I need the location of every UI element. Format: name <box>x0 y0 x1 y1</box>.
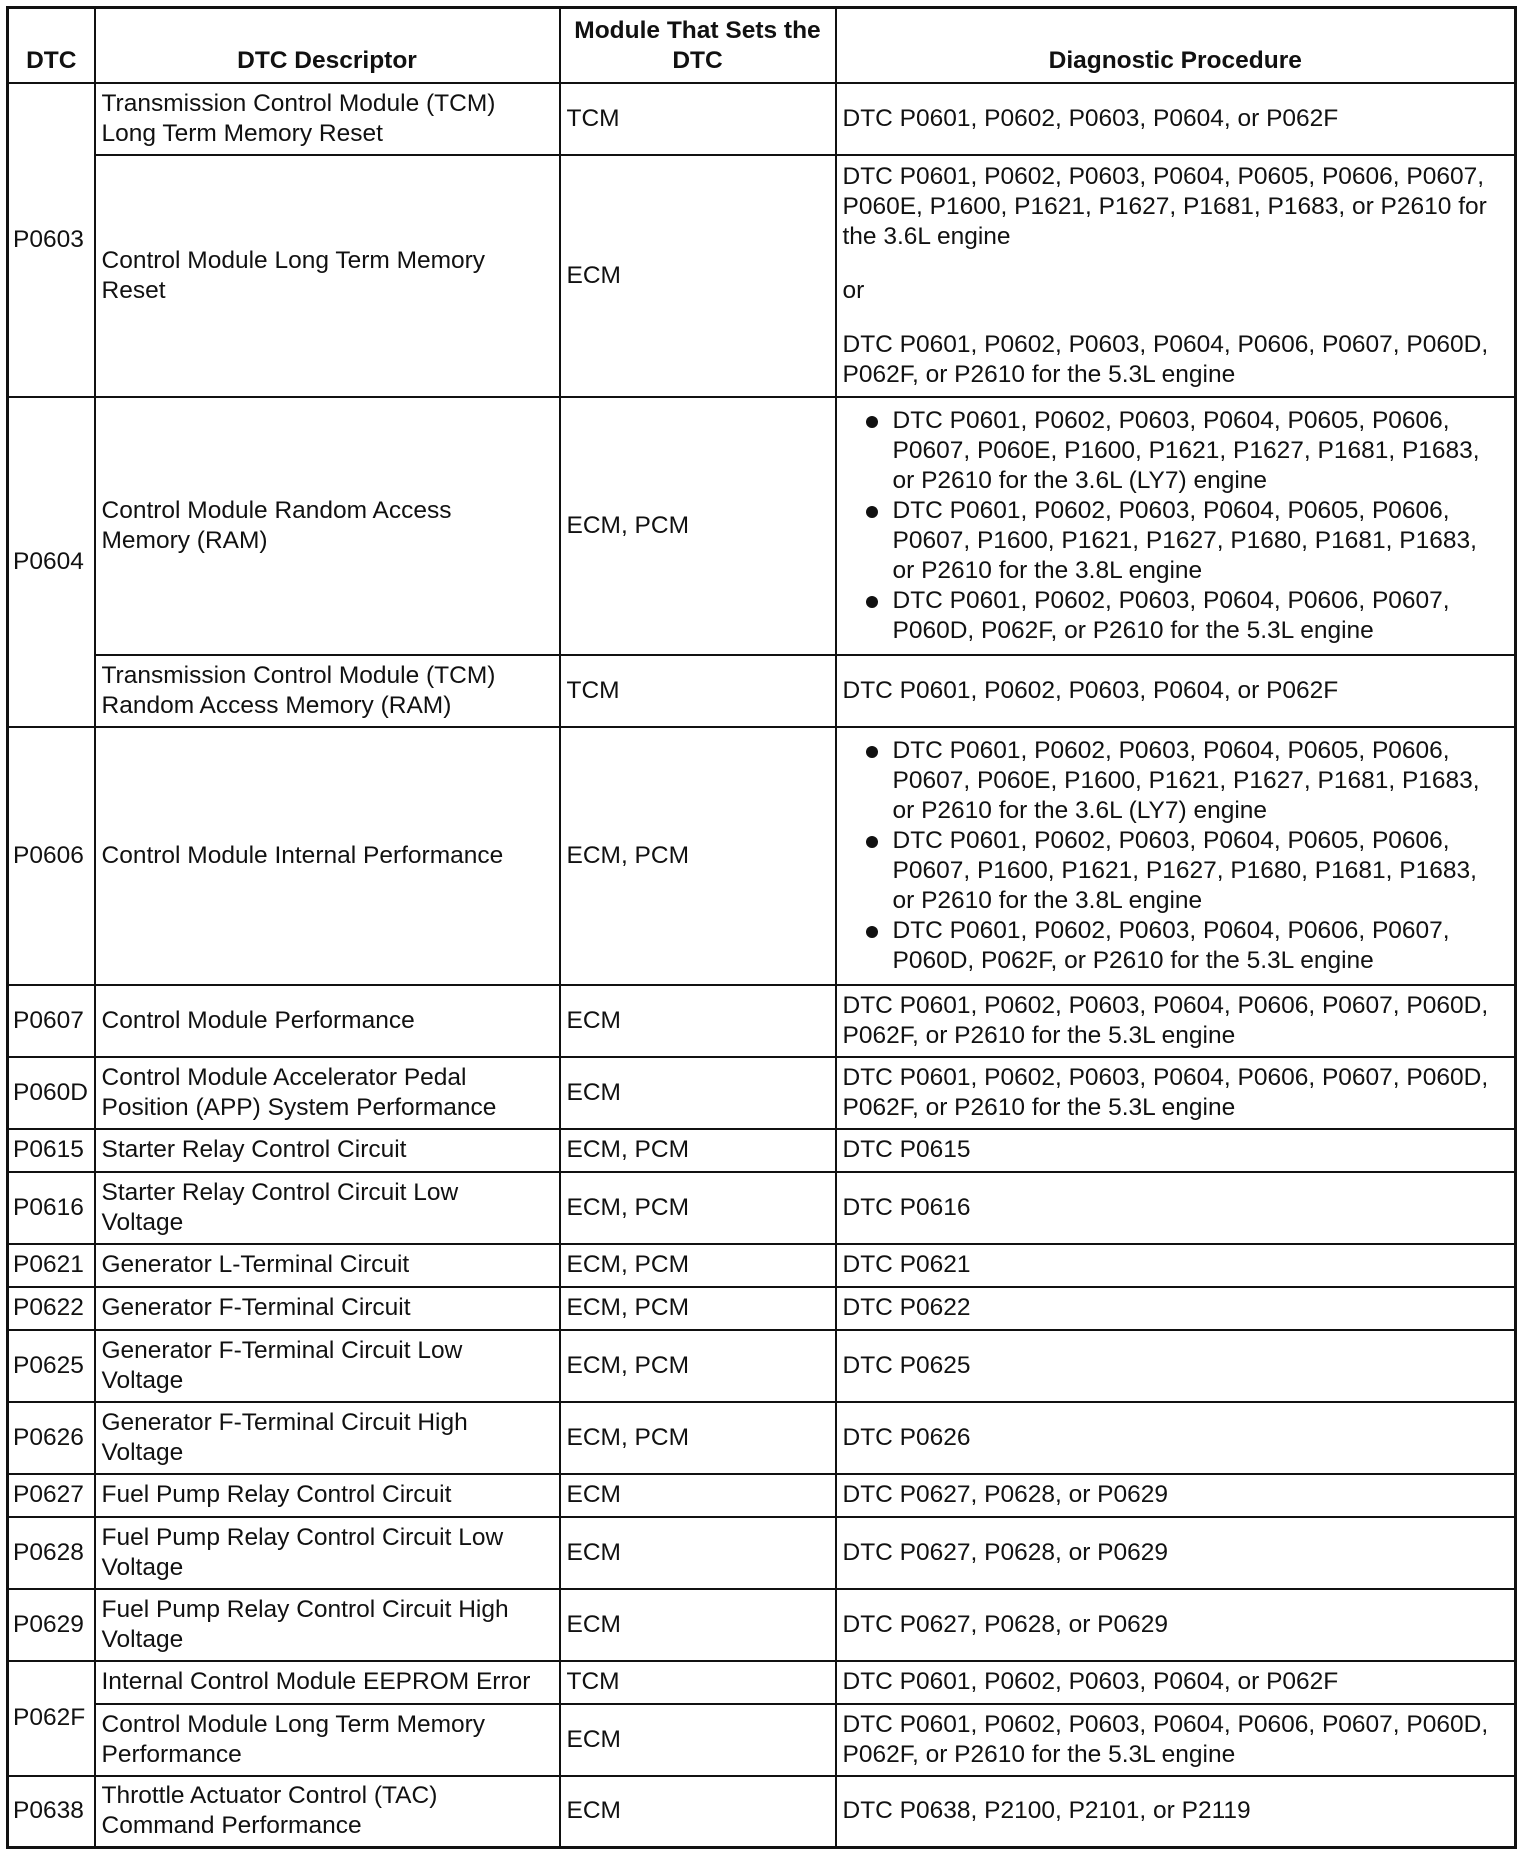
descriptor-line: Control Module Accelerator Pedal <box>101 1063 467 1091</box>
descriptor-line: Generator L-Terminal Circuit <box>101 1251 410 1278</box>
descriptor-line: Position (APP) System Performance <box>101 1093 497 1121</box>
descriptor-line: Voltage <box>101 1438 184 1466</box>
header-descriptor: DTC Descriptor <box>95 8 560 83</box>
descriptor-line: Command Performance <box>101 1812 362 1840</box>
procedure-line: or P2610 for the 3.8L engine <box>892 556 1203 584</box>
dtc-code-cell: P0615 <box>8 1129 95 1172</box>
procedure-line: DTC P0616 <box>842 1193 971 1221</box>
procedure-line: DTC P0601, P0602, P0603, P0604, or P062F <box>842 104 1339 132</box>
module-cell: ECM, PCM <box>560 397 836 655</box>
procedure-bullet-list <box>843 736 1509 976</box>
procedure-bullet-item <box>843 406 1509 496</box>
procedure-cell <box>836 1244 1516 1287</box>
procedure-line: P062F, or P2610 for the 5.3L engine <box>842 1021 1236 1049</box>
descriptor-line: Random Access Memory (RAM) <box>101 691 452 719</box>
descriptor-cell <box>95 397 560 655</box>
descriptor-line: Voltage <box>101 1625 184 1653</box>
dtc-code-cell: P0628 <box>8 1517 95 1589</box>
descriptor-line: Fuel Pump Relay Control Circuit High <box>101 1595 509 1623</box>
table-row <box>8 1474 1516 1517</box>
module-cell: ECM <box>560 1589 836 1661</box>
descriptor-cell <box>95 1589 560 1661</box>
procedure-cell <box>836 1776 1516 1848</box>
table-row <box>8 1776 1516 1848</box>
procedure-line: or P2610 for the 3.6L (LY7) engine <box>892 466 1268 494</box>
descriptor-line: Throttle Actuator Control (TAC) <box>101 1782 438 1810</box>
table-row <box>8 1661 1516 1704</box>
table-row <box>8 155 1516 397</box>
procedure-cell <box>836 1704 1516 1776</box>
dtc-code-cell: P0638 <box>8 1776 95 1848</box>
procedure-cell <box>836 1330 1516 1402</box>
descriptor-line: Fuel Pump Relay Control Circuit Low <box>101 1523 504 1551</box>
descriptor-line: Starter Relay Control Circuit Low <box>101 1178 459 1206</box>
procedure-line: DTC P0638, P2100, P2101, or P2119 <box>842 1797 1251 1825</box>
dtc-code-cell: P0626 <box>8 1402 95 1474</box>
procedure-line: P0607, P060E, P1600, P1621, P1627, P1681, P1683, <box>892 766 1480 794</box>
descriptor-line: Internal Control Module EEPROM Error <box>101 1668 531 1695</box>
table-row <box>8 727 1516 985</box>
procedure-line: DTC P0601, P0602, P0603, P0604, P0606, P0607, P060D, <box>842 1710 1489 1738</box>
dtc-code-cell: P0603 <box>8 83 95 397</box>
header-procedure: Diagnostic Procedure <box>836 8 1516 83</box>
descriptor-cell <box>95 1661 560 1704</box>
procedure-bullet-item <box>843 826 1509 916</box>
module-cell: TCM <box>560 655 836 727</box>
descriptor-cell <box>95 1776 560 1848</box>
table-row <box>8 1244 1516 1287</box>
table-row <box>8 1129 1516 1172</box>
table-row <box>8 1589 1516 1661</box>
dtc-table-container <box>6 6 1514 1849</box>
procedure-cell <box>836 397 1516 655</box>
descriptor-line: Transmission Control Module (TCM) <box>101 89 496 117</box>
procedure-cell <box>836 83 1516 155</box>
procedure-line: P060D, P062F, or P2610 for the 5.3L engine <box>892 616 1374 644</box>
descriptor-cell <box>95 1402 560 1474</box>
descriptor-line: Voltage <box>101 1208 184 1236</box>
procedure-cell <box>836 655 1516 727</box>
descriptor-line: Generator F-Terminal Circuit High <box>101 1408 468 1436</box>
descriptor-cell <box>95 1172 560 1244</box>
procedure-line: or P2610 for the 3.8L engine <box>892 886 1203 914</box>
module-cell: ECM, PCM <box>560 1287 836 1330</box>
descriptor-line: Generator F-Terminal Circuit <box>101 1294 411 1321</box>
procedure-line: DTC P0601, P0602, P0603, P0604, P0605, P0606, <box>892 496 1450 524</box>
dtc-code-cell: P0627 <box>8 1474 95 1517</box>
procedure-cell <box>836 1517 1516 1589</box>
table-row <box>8 1704 1516 1776</box>
procedure-line: DTC P0622 <box>842 1294 971 1321</box>
descriptor-line: Transmission Control Module (TCM) <box>101 661 496 689</box>
procedure-cell <box>836 985 1516 1057</box>
dtc-code-cell: P0607 <box>8 985 95 1057</box>
procedure-line: DTC P0601, P0602, P0603, P0604, or P062F <box>842 676 1339 704</box>
procedure-line: DTC P0601, P0602, P0603, P0604, P0605, P0606, <box>892 406 1450 434</box>
procedure-line: the 3.6L engine <box>842 222 1011 250</box>
dtc-code-cell: P062F <box>8 1661 95 1776</box>
procedure-cell <box>836 1474 1516 1517</box>
procedure-line: DTC P0601, P0602, P0603, P0604, P0606, P0607, P060D, <box>842 1063 1489 1091</box>
module-cell: TCM <box>560 83 836 155</box>
procedure-bullet-list <box>843 406 1509 646</box>
descriptor-line: Control Module Performance <box>101 1006 415 1034</box>
procedure-cell <box>836 1287 1516 1330</box>
descriptor-cell <box>95 1057 560 1129</box>
module-cell: ECM <box>560 1776 836 1848</box>
descriptor-cell <box>95 1129 560 1172</box>
dtc-table <box>6 6 1517 1849</box>
module-cell: ECM <box>560 1057 836 1129</box>
descriptor-line: Voltage <box>101 1366 184 1394</box>
procedure-line: DTC P0621 <box>842 1251 971 1278</box>
descriptor-cell <box>95 1704 560 1776</box>
table-row <box>8 83 1516 155</box>
descriptor-cell <box>95 1330 560 1402</box>
procedure-line: DTC P0615 <box>842 1136 971 1163</box>
procedure-line: P0607, P1600, P1621, P1627, P1680, P1681, P1683, <box>892 526 1477 554</box>
procedure-line: DTC P0627, P0628, or P0629 <box>842 1610 1169 1638</box>
module-cell: ECM, PCM <box>560 1129 836 1172</box>
header-module-line1: Module That Sets the <box>574 16 821 44</box>
dtc-code-cell: P0622 <box>8 1287 95 1330</box>
descriptor-line: Performance <box>101 1740 242 1768</box>
descriptor-cell <box>95 83 560 155</box>
header-module <box>560 8 836 83</box>
table-row <box>8 1517 1516 1589</box>
procedure-cell <box>836 1057 1516 1129</box>
procedure-line: DTC P0601, P0602, P0603, P0604, P0606, P0607, P060D, <box>842 991 1489 1019</box>
descriptor-line: Reset <box>101 276 166 304</box>
table-row <box>8 1402 1516 1474</box>
dtc-code-cell: P0606 <box>8 727 95 985</box>
module-cell: ECM, PCM <box>560 727 836 985</box>
dtc-code-cell: P0616 <box>8 1172 95 1244</box>
table-row <box>8 1287 1516 1330</box>
module-cell: ECM <box>560 155 836 397</box>
descriptor-line: Generator F-Terminal Circuit Low <box>101 1336 463 1364</box>
procedure-cell <box>836 1129 1516 1172</box>
procedure-line: P0607, P060E, P1600, P1621, P1627, P1681, P1683, <box>892 436 1480 464</box>
dtc-code-cell: P0625 <box>8 1330 95 1402</box>
descriptor-cell <box>95 1287 560 1330</box>
procedure-line: DTC P0601, P0602, P0603, P0604, P0605, P0606, <box>892 736 1450 764</box>
procedure-cell <box>836 727 1516 985</box>
procedure-line: P060E, P1600, P1621, P1627, P1681, P1683, or P2610 for <box>842 192 1487 220</box>
procedure-line: DTC P0601, P0602, P0603, P0604, P0606, P0607, P060D, <box>842 330 1489 358</box>
procedure-line: DTC P0601, P0602, P0603, P0604, P0605, P0606, <box>892 826 1450 854</box>
table-body <box>8 83 1516 1848</box>
procedure-line: DTC P0601, P0602, P0603, P0604, P0606, P0607, <box>892 586 1450 614</box>
procedure-bullet-item <box>843 916 1509 976</box>
module-cell: ECM, PCM <box>560 1402 836 1474</box>
descriptor-line: Memory (RAM) <box>101 526 268 554</box>
procedure-line: P062F, or P2610 for the 5.3L engine <box>842 1740 1236 1768</box>
procedure-line: P060D, P062F, or P2610 for the 5.3L engine <box>892 946 1374 974</box>
table-row <box>8 1330 1516 1402</box>
table-row <box>8 655 1516 727</box>
procedure-bullet-item <box>843 586 1509 646</box>
dtc-code-cell: P0604 <box>8 397 95 727</box>
dtc-code-cell: P0621 <box>8 1244 95 1287</box>
table-row <box>8 1057 1516 1129</box>
descriptor-cell <box>95 655 560 727</box>
procedure-line: P062F, or P2610 for the 5.3L engine <box>842 1093 1236 1121</box>
descriptor-line: Control Module Random Access <box>101 496 452 524</box>
procedure-line: DTC P0627, P0628, or P0629 <box>842 1481 1169 1508</box>
procedure-line: or P2610 for the 3.6L (LY7) engine <box>892 796 1268 824</box>
dtc-code-cell: P060D <box>8 1057 95 1129</box>
module-cell: ECM <box>560 985 836 1057</box>
procedure-cell <box>836 1661 1516 1704</box>
descriptor-line: Control Module Long Term Memory <box>101 246 486 274</box>
table-row <box>8 397 1516 655</box>
table-row <box>8 1172 1516 1244</box>
descriptor-cell <box>95 1244 560 1287</box>
procedure-line: DTC P0625 <box>842 1351 971 1379</box>
descriptor-cell <box>95 1517 560 1589</box>
descriptor-line: Fuel Pump Relay Control Circuit <box>101 1481 452 1508</box>
descriptor-line: Voltage <box>101 1553 184 1581</box>
dtc-code-cell: P0629 <box>8 1589 95 1661</box>
module-cell: ECM <box>560 1517 836 1589</box>
table-row <box>8 985 1516 1057</box>
module-cell: ECM, PCM <box>560 1244 836 1287</box>
module-cell: ECM, PCM <box>560 1172 836 1244</box>
procedure-line: or <box>842 276 865 304</box>
procedure-line: DTC P0627, P0628, or P0629 <box>842 1538 1169 1566</box>
procedure-bullet-item <box>843 496 1509 586</box>
procedure-line: DTC P0626 <box>842 1423 971 1451</box>
module-cell: ECM <box>560 1704 836 1776</box>
header-row <box>8 8 1516 83</box>
procedure-line: P062F, or P2610 for the 5.3L engine <box>842 360 1236 388</box>
paragraph-gap <box>843 306 1509 330</box>
module-cell: ECM <box>560 1474 836 1517</box>
procedure-line: DTC P0601, P0602, P0603, P0604, P0606, P0607, <box>892 916 1450 944</box>
descriptor-line: Long Term Memory Reset <box>101 119 383 147</box>
descriptor-line: Control Module Long Term Memory <box>101 1710 486 1738</box>
descriptor-cell <box>95 155 560 397</box>
module-cell: ECM, PCM <box>560 1330 836 1402</box>
procedure-cell <box>836 1402 1516 1474</box>
descriptor-line: Control Module Internal Performance <box>101 841 504 869</box>
descriptor-cell <box>95 1474 560 1517</box>
module-cell: TCM <box>560 1661 836 1704</box>
descriptor-cell <box>95 985 560 1057</box>
paragraph-gap <box>843 252 1509 276</box>
procedure-cell <box>836 155 1516 397</box>
procedure-bullet-item <box>843 736 1509 826</box>
header-dtc: DTC <box>8 8 95 83</box>
header-module-line2: DTC <box>672 46 723 74</box>
descriptor-line: Starter Relay Control Circuit <box>101 1136 407 1163</box>
procedure-cell <box>836 1172 1516 1244</box>
procedure-cell <box>836 1589 1516 1661</box>
procedure-line: P0607, P1600, P1621, P1627, P1680, P1681, P1683, <box>892 856 1477 884</box>
procedure-line: DTC P0601, P0602, P0603, P0604, or P062F <box>842 1668 1339 1695</box>
procedure-line: DTC P0601, P0602, P0603, P0604, P0605, P0606, P0607, <box>842 162 1485 190</box>
descriptor-cell <box>95 727 560 985</box>
